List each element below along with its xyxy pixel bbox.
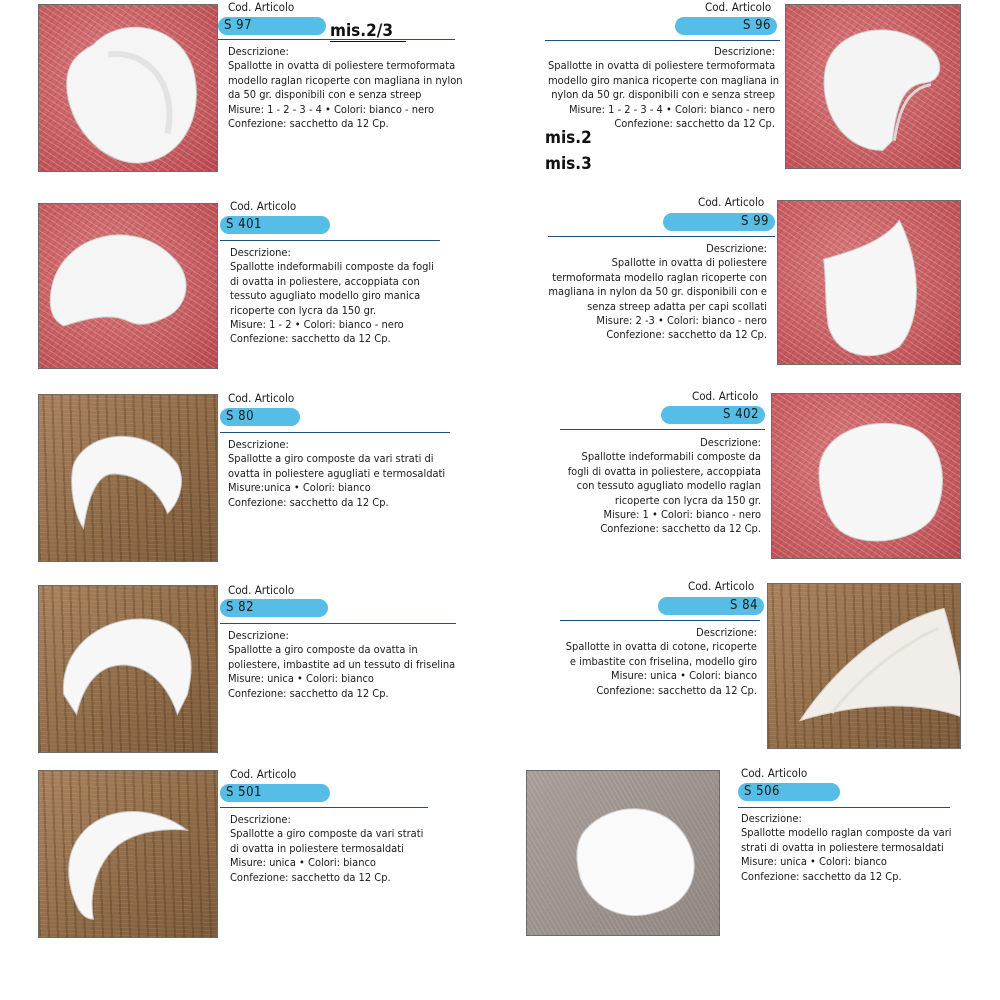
- divider: [220, 807, 428, 808]
- description-line: Confezione: sacchetto da 12 Cp.: [741, 869, 902, 883]
- description-line: nylon da 50 gr. disponibili con e senza streep: [551, 88, 775, 102]
- cod-articolo-label: Cod. Articolo: [692, 389, 759, 403]
- description-heading: Descrizione:: [228, 629, 289, 642]
- product-photo: [767, 583, 961, 749]
- description-line: con tessuto agugliato modello raglan: [576, 479, 761, 493]
- divider: [220, 240, 440, 241]
- product-description: [230, 813, 423, 885]
- description-line: strati di ovatta in poliestere termosaldati: [741, 840, 944, 854]
- product-code-badge: S 99: [663, 213, 775, 231]
- description-line: ricoperte con lycra da 150 gr.: [230, 303, 377, 317]
- description-line: Misure: unica • Colori: bianco: [228, 672, 374, 686]
- description-line: Misure: 1 • Colori: bianco - nero: [603, 508, 761, 522]
- description-heading: Descrizione:: [706, 242, 767, 255]
- divider: [560, 429, 765, 430]
- product-description: [741, 812, 952, 884]
- description-line: Spallotte indeformabili composte da: [581, 450, 761, 464]
- cod-articolo-label: Cod. Articolo: [228, 0, 295, 14]
- description-line: Misure: unica • Colori: bianco: [611, 669, 757, 683]
- description-heading: Descrizione:: [700, 436, 761, 449]
- product-code-badge: S 97: [218, 17, 326, 35]
- divider: [545, 40, 780, 41]
- product-description: [548, 242, 767, 343]
- product-description: [230, 246, 434, 347]
- description-line: poliestere, imbastite ad un tessuto di friselina: [228, 657, 456, 671]
- product-description: [560, 626, 757, 698]
- shoulder-pad-shape: [772, 394, 960, 558]
- description-line: ricoperte con lycra da 150 gr.: [614, 493, 761, 507]
- description-line: Spallotte in ovatta di poliestere: [611, 256, 767, 270]
- description-line: Misure: 1 - 2 - 3 - 4 • Colori: bianco - nero: [228, 102, 435, 116]
- description-line: e imbastite con friselina, modello giro: [569, 654, 757, 668]
- shoulder-pad-shape: [786, 5, 960, 168]
- cod-articolo-label: Cod. Articolo: [228, 583, 295, 597]
- description-line: Spallotte in ovatta di poliestere termoformata: [228, 59, 456, 73]
- description-heading: Descrizione:: [714, 45, 775, 58]
- description-line: Confezione: sacchetto da 12 Cp.: [228, 686, 389, 700]
- cod-articolo-label: Cod. Articolo: [230, 199, 297, 213]
- product-code-badge: S 96: [675, 17, 777, 35]
- description-line: Misure:unica • Colori: bianco: [228, 481, 371, 495]
- divider: [548, 236, 775, 237]
- product-photo: [526, 770, 720, 936]
- description-heading: Descrizione:: [741, 812, 802, 825]
- product-code-badge: S 506: [738, 783, 840, 801]
- divider: [738, 807, 950, 808]
- description-line: di ovatta in poliestere termosaldati: [230, 841, 404, 855]
- description-line: Misure: 1 - 2 - 3 - 4 • Colori: bianco - nero: [568, 102, 775, 116]
- divider: [220, 432, 450, 433]
- product-description: [228, 438, 445, 510]
- description-line: Spallotte a giro composte da ovatta in: [228, 643, 418, 657]
- divider: [560, 620, 760, 621]
- product-photo: [38, 585, 218, 753]
- shoulder-pad-shape: [768, 584, 960, 748]
- description-line: Confezione: sacchetto da 12 Cp.: [230, 870, 391, 884]
- description-line: Confezione: sacchetto da 12 Cp.: [600, 522, 761, 536]
- product-code-badge: S 501: [220, 784, 330, 802]
- description-line: Spallotte in ovatta di poliestere termoformata: [548, 59, 776, 73]
- product-photo: [38, 394, 218, 562]
- description-line: modello raglan ricoperte con magliana in nylon: [228, 73, 463, 87]
- shoulder-pad-shape: [39, 5, 217, 171]
- cod-articolo-label: Cod. Articolo: [741, 766, 808, 780]
- shoulder-pad-shape: [527, 771, 719, 935]
- description-line: magliana in nylon da 50 gr. disponibili con e: [548, 285, 767, 299]
- description-heading: Descrizione:: [228, 438, 289, 451]
- description-line: Spallotte in ovatta di cotone, ricoperte: [565, 640, 757, 654]
- description-line: Misure: unica • Colori: bianco: [741, 855, 887, 869]
- description-heading: Descrizione:: [696, 626, 757, 639]
- product-description: [228, 629, 455, 701]
- cod-articolo-label: Cod. Articolo: [698, 195, 765, 209]
- description-line: ovatta in poliestere agugliati e termosaldati: [228, 466, 446, 480]
- cod-articolo-label: Cod. Articolo: [705, 0, 772, 14]
- description-line: Confezione: sacchetto da 12 Cp.: [614, 117, 775, 131]
- size-note: mis.3: [545, 154, 592, 174]
- cod-articolo-label: Cod. Articolo: [228, 391, 295, 405]
- product-code-badge: S 82: [220, 599, 328, 617]
- cod-articolo-label: Cod. Articolo: [230, 767, 297, 781]
- shoulder-pad-shape: [39, 204, 217, 368]
- description-line: Spallotte indeformabili composte da fogli: [230, 260, 434, 274]
- shoulder-pad-shape: [39, 771, 217, 937]
- description-line: Misure: 1 - 2 • Colori: bianco - nero: [230, 318, 404, 332]
- description-line: Confezione: sacchetto da 12 Cp.: [596, 683, 757, 697]
- description-line: Spallotte a giro composte da vari strati: [230, 827, 424, 841]
- description-heading: Descrizione:: [230, 813, 291, 826]
- product-description: [560, 436, 761, 537]
- note-underline: [330, 41, 406, 42]
- size-note: mis.2: [545, 128, 592, 148]
- description-line: Confezione: sacchetto da 12 Cp.: [228, 495, 389, 509]
- product-code-badge: S 84: [658, 597, 764, 615]
- shoulder-pad-shape: [778, 201, 960, 364]
- product-photo: [777, 200, 961, 365]
- product-description: [228, 45, 463, 131]
- description-line: da 50 gr. disponibili con e senza streep: [228, 88, 422, 102]
- description-line: Spallotte modello raglan composte da vari: [741, 826, 952, 840]
- product-photo: [785, 4, 961, 169]
- description-line: Confezione: sacchetto da 12 Cp.: [228, 117, 389, 131]
- description-line: Misure: 2 -3 • Colori: bianco - nero: [596, 314, 767, 328]
- product-description: [548, 45, 780, 131]
- description-line: Spallotte a giro composte da vari strati di: [228, 452, 434, 466]
- description-line: Misure: unica • Colori: bianco: [230, 856, 376, 870]
- description-line: senza streep adatta per capi scollati: [587, 299, 767, 313]
- description-heading: Descrizione:: [230, 246, 291, 259]
- size-note: mis.2/3: [330, 21, 393, 41]
- divider: [220, 623, 456, 624]
- shoulder-pad-shape: [39, 586, 217, 752]
- product-photo: [38, 4, 218, 172]
- description-line: Confezione: sacchetto da 12 Cp.: [230, 332, 391, 346]
- shoulder-pad-shape: [39, 395, 217, 561]
- product-code-badge: S 402: [661, 406, 765, 424]
- description-heading: Descrizione:: [228, 45, 289, 58]
- product-photo: [38, 203, 218, 369]
- product-photo: [38, 770, 218, 938]
- cod-articolo-label: Cod. Articolo: [688, 579, 755, 593]
- description-line: modello giro manica ricoperte con magliana in: [548, 73, 780, 87]
- description-line: di ovatta in poliestere, accoppiata con: [230, 274, 420, 288]
- description-line: Confezione: sacchetto da 12 Cp.: [606, 328, 767, 342]
- description-line: fogli di ovatta in poliestere, accoppiata: [567, 464, 761, 478]
- description-line: termoformata modello raglan ricoperte con: [552, 270, 767, 284]
- description-line: tessuto agugliato modello giro manica: [230, 289, 421, 303]
- product-code-badge: S 401: [220, 216, 330, 234]
- product-photo: [771, 393, 961, 559]
- product-code-badge: S 80: [220, 408, 300, 426]
